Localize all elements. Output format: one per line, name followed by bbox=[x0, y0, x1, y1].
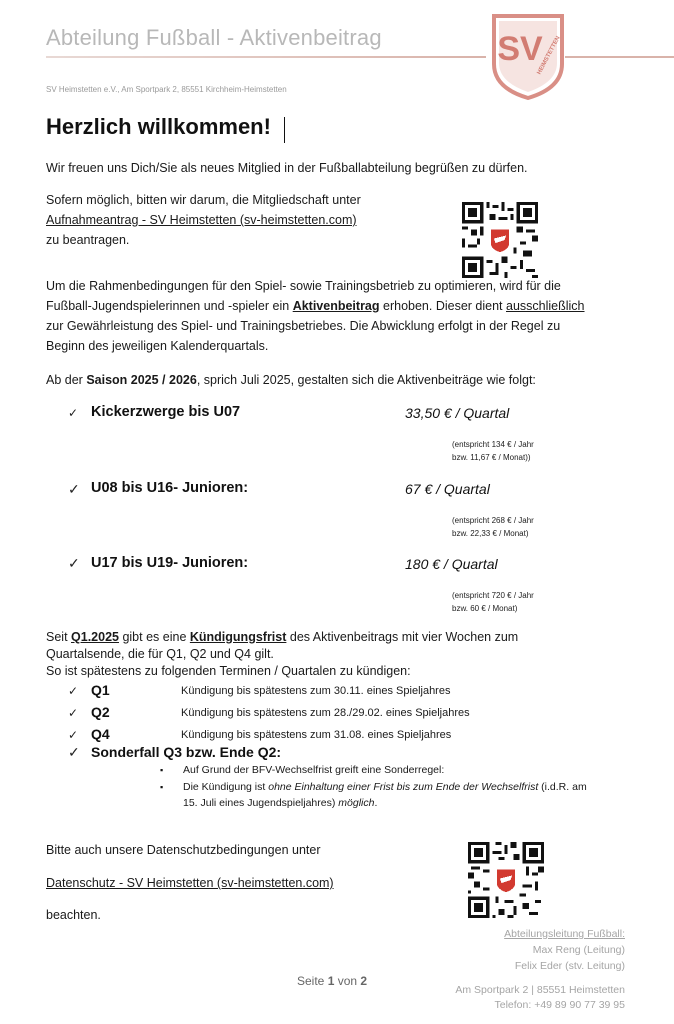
checkmark-icon: ✓ bbox=[68, 728, 79, 742]
quarter-text-q4: Kündigung bis spätestens zum 31.08. eines Spieljahres bbox=[181, 729, 452, 741]
quarter-label-q4: Q4 bbox=[91, 726, 110, 742]
termination-line2: Quartalsende, die für Q1, Q2 und Q4 gilt. bbox=[46, 647, 274, 661]
special-bullet-2-line2: 15. Juli eines Jugendspieljahres) möglich. bbox=[183, 797, 378, 809]
fee-note-u16-month: bzw. 22,33 € / Monat) bbox=[452, 529, 529, 538]
termination-line3: So ist spätestens zu folgenden Terminen / Quartalen zu kündigen: bbox=[46, 664, 411, 678]
club-address: SV Heimstetten e.V., Am Sportpark 2, 85551 Kirchheim-Heimstetten bbox=[46, 85, 287, 94]
footer-phone: Telefon: +49 89 90 77 39 95 bbox=[494, 999, 625, 1011]
membership-line3: zu beantragen. bbox=[46, 233, 130, 247]
page-current: 1 bbox=[327, 974, 335, 988]
fee-note-u07-year: (entspricht 134 € / Jahr bbox=[452, 440, 534, 449]
quarter-label-q1: Q1 bbox=[91, 682, 110, 698]
club-logo bbox=[490, 12, 566, 100]
footer-person-1: Max Reng (Leitung) bbox=[532, 944, 625, 956]
logo-side-text: HEIMSTETTEN bbox=[536, 35, 562, 76]
fee-price-u16: 67 € / Quartal bbox=[405, 481, 490, 497]
quarter-text-q1: Kündigung bis spätestens zum 30.11. eines Spieljahres bbox=[181, 685, 451, 697]
text-cursor bbox=[284, 117, 285, 143]
header-rule bbox=[46, 56, 486, 58]
termination-line1: Seit Q1.2025 gibt es eine Kündigungsfrist des Aktivenbeitrags mit vier Wochen zum bbox=[46, 630, 519, 644]
termination-period-term: Kündigungsfrist bbox=[189, 630, 287, 644]
special-case-label: Sonderfall Q3 bzw. Ende Q2: bbox=[91, 744, 282, 760]
framework-line4: Beginn des jeweiligen Kalenderquartals. bbox=[46, 339, 269, 353]
fee-note-u19-year: (entspricht 720 € / Jahr bbox=[452, 591, 534, 600]
fee-price-u07: 33,50 € / Quartal bbox=[405, 405, 510, 421]
exclusively-term: ausschließlich bbox=[506, 299, 585, 313]
fee-note-u07-month: bzw. 11,67 € / Monat)) bbox=[452, 453, 531, 462]
framework-line2: Fußball-Jugendspielerinnen und -spieler ein Aktivenbeitrag erhoben. Dieser dient ausschließlich bbox=[46, 299, 585, 313]
quarter-label-q2: Q2 bbox=[91, 704, 110, 720]
checkmark-icon: ✓ bbox=[68, 406, 79, 420]
checkmark-icon: ✓ bbox=[68, 744, 80, 760]
season-name: Saison 2025 / 2026 bbox=[86, 373, 197, 387]
termination-quarter: Q1.2025 bbox=[71, 630, 119, 644]
aktivenbeitrag-term: Aktivenbeitrag bbox=[292, 299, 380, 313]
special-bullet-2-line1: Die Kündigung ist ohne Einhaltung einer Frist bis zum Ende der Wechselfrist (i.d.R. am bbox=[183, 781, 587, 793]
bullet-icon: ▪ bbox=[160, 765, 164, 775]
checkmark-icon: ✓ bbox=[68, 555, 80, 571]
page-total: 2 bbox=[360, 974, 368, 988]
privacy-line3: beachten. bbox=[46, 908, 101, 922]
page-heading: Herzlich willkommen! bbox=[46, 114, 271, 139]
fee-note-u16-year: (entspricht 268 € / Jahr bbox=[452, 516, 534, 525]
qr-code-membership[interactable] bbox=[462, 202, 538, 278]
header-title: Abteilung Fußball - Aktivenbeitrag bbox=[46, 25, 382, 50]
fee-label-u16: U08 bis U16- Junioren: bbox=[91, 480, 249, 496]
footer-person-2: Felix Eder (stv. Leitung) bbox=[514, 960, 625, 972]
bullet-icon: ▪ bbox=[160, 782, 164, 792]
checkmark-icon: ✓ bbox=[68, 684, 79, 698]
framework-line1: Um die Rahmenbedingungen für den Spiel- sowie Trainingsbetrieb zu optimieren, wird für die bbox=[46, 279, 561, 293]
framework-line3: zur Gewährleistung des Spiel- und Trainingsbetriebes. Die Abwicklung erfolgt in der Regel zu bbox=[46, 319, 561, 333]
membership-line1: Sofern möglich, bitten wir darum, die Mitgliedschaft unter bbox=[46, 193, 361, 207]
footer-address: Am Sportpark 2 | 85551 Heimstetten bbox=[455, 984, 625, 996]
header-rule-right bbox=[565, 56, 674, 58]
privacy-line1: Bitte auch unsere Datenschutzbedingungen unter bbox=[46, 843, 321, 857]
special-bullet-1: Auf Grund der BFV-Wechselfrist greift eine Sonderregel: bbox=[183, 764, 445, 776]
logo-sv-text: SV bbox=[497, 30, 543, 68]
fee-label-u07: Kickerzwerge bis U07 bbox=[91, 404, 241, 420]
membership-link[interactable]: Aufnahmeantrag - SV Heimstetten (sv-heimstetten.com) bbox=[46, 213, 357, 227]
qr-code-privacy[interactable] bbox=[468, 842, 544, 918]
fee-label-u19: U17 bis U19- Junioren: bbox=[91, 555, 249, 571]
checkmark-icon: ✓ bbox=[68, 706, 79, 720]
intro-text: Wir freuen uns Dich/Sie als neues Mitglied in der Fußballabteilung begrüßen zu dürfen. bbox=[46, 161, 528, 175]
page-number: Seite 1 von 2 bbox=[297, 974, 368, 988]
fee-price-u19: 180 € / Quartal bbox=[405, 556, 498, 572]
footer-department: Abteilungsleitung Fußball: bbox=[504, 928, 625, 940]
checkmark-icon: ✓ bbox=[68, 481, 80, 497]
season-text: Ab der Saison 2025 / 2026, sprich Juli 2025, gestalten sich die Aktivenbeiträge wie folgt: bbox=[46, 373, 536, 387]
fee-note-u19-month: bzw. 60 € / Monat) bbox=[452, 604, 518, 613]
quarter-text-q2: Kündigung bis spätestens zum 28./29.02. eines Spieljahres bbox=[181, 707, 470, 719]
privacy-link[interactable]: Datenschutz - SV Heimstetten (sv-heimstetten.com) bbox=[46, 876, 334, 890]
